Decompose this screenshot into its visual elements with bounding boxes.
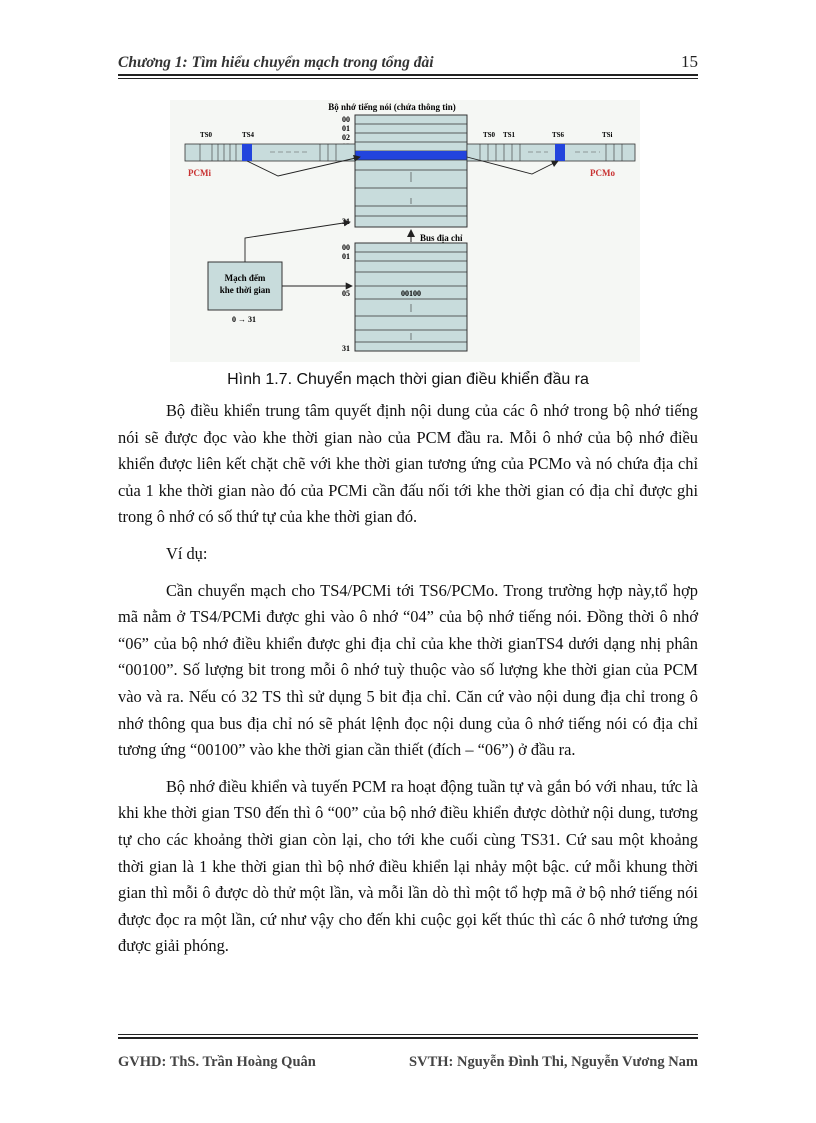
pcm-input-line [185, 144, 355, 161]
control-addr: 01 [342, 252, 350, 261]
input-slot-label: TS0 [200, 131, 213, 139]
input-slot-ts4-highlight [242, 144, 252, 161]
page-number: 15 [681, 52, 698, 71]
speech-addr: 02 [342, 133, 350, 142]
pcm-out-label: PCMo [590, 168, 615, 178]
footer-rule [118, 1037, 698, 1039]
diagram-svg [170, 100, 640, 362]
body-text [118, 398, 698, 970]
students-credit: SVTH: Nguyễn Đình Thi, Nguyễn Vương Nam [409, 1054, 698, 1070]
page-header [118, 50, 698, 74]
speech-addr: 00 [342, 115, 350, 124]
control-cell-value: 00100 [401, 289, 421, 298]
control-addr: 31 [342, 344, 350, 353]
speech-addr: 01 [342, 124, 350, 133]
control-addr: 00 [342, 243, 350, 252]
speech-cell-04-highlight [355, 151, 467, 160]
header-rule-thin [118, 78, 698, 79]
figure-time-switch-diagram [170, 100, 640, 362]
address-bus-label: Bus địa chỉ [420, 233, 463, 243]
control-addr: 05 [342, 289, 350, 298]
output-slot-label: TS6 [552, 131, 565, 139]
paragraph: Ví dụ: [166, 543, 208, 563]
pcm-in-label: PCMi [188, 168, 211, 178]
counter-label-line2: khe thời gian [219, 285, 271, 295]
header-rule [118, 74, 698, 76]
advisor-credit: GVHD: ThS. Trần Hoàng Quân [118, 1054, 316, 1070]
page-footer [118, 1054, 698, 1074]
output-slot-label: TS1 [503, 131, 516, 139]
chapter-title: Chương 1: Tìm hiểu chuyển mạch trong tổng đài [118, 54, 434, 71]
paragraph: Cần chuyển mạch cho TS4/PCMi tới TS6/PCMo. Trong trường hợp này,tổ hợp mã nằm ở TS4/PCMi được ghi vào ô nhớ “04” của bộ nhớ tiếng nói. Đồng thời ô nhớ “06” của bộ nhớ điều khiển được ghi địa chỉ của khe thời gianTS4 dưới dạng nhị phân “00100”. Số lượng bit trong mỗi ô nhớ tuỳ thuộc vào số lượng khe thời gian của PCM vào và ra. Nếu có 32 TS thì sử dụng 5 bit địa chỉ. Căn cứ vào nội dung địa chỉ trong ô nhớ thông qua bus địa chỉ nó sẽ phát lệnh đọc nội dung của ô nhớ tiếng nói có địa chỉ tương ứng “00100” vào khe thời gian cần thiết (đích – “06”) ở đầu ra. [118, 580, 698, 760]
speech-memory-title: Bộ nhớ tiếng nói (chứa thông tin) [328, 102, 456, 112]
speech-addr: 31 [342, 217, 350, 226]
speech-memory [355, 115, 467, 227]
counter-range: 0 → 31 [232, 315, 256, 324]
pcm-output-line [467, 144, 635, 161]
paragraph: Bộ nhớ điều khiển và tuyến PCM ra hoạt động tuần tự và gắn bó với nhau, tức là khi khe thời gian TS0 đến thì ô “00” của bộ nhớ điều khiển được dòthử nội dung, tương tự cho các khoảng thời gian còn lại, cho tới khe cuối cùng TS31. Cứ sau một khoảng thời gian là 1 khe thời gian thì bộ nhớ điều khiển lại nhảy một bậc. cứ mỗi khung thời gian thì mỗi ô được dò thử một lần, và mỗi lần dò thì một tổ hợp mã ở bộ nhớ tiếng nói được đọc ra một lần, cứ như vậy cho đến khi cuộc gọi kết thúc thì các ô nhớ tương ứng được giải phóng. [118, 776, 698, 956]
output-slot-label: TS0 [483, 131, 496, 139]
figure-caption: Hình 1.7. Chuyển mạch thời gian điều khiển đầu ra [227, 371, 589, 388]
paragraph: Bộ điều khiển trung tâm quyết định nội dung của các ô nhớ trong bộ nhớ tiếng nói sẽ được đọc vào khe thời gian nào của PCM đầu ra. Mỗi ô nhớ của bộ nhớ điều khiển được liên kết chặt chẽ với khe thời gian tương ứng của PCMo và nó chứa địa chỉ của 1 khe thời gian nào đó của PCMi cần đấu nối tới khe thời gian có địa chỉ được ghi trong ô nhớ có số thứ tự của khe thời gian đó. [118, 401, 698, 527]
footer-rule-thin [118, 1034, 698, 1035]
output-slot-ts6-highlight [555, 144, 565, 161]
input-slot-label: TS4 [242, 131, 255, 139]
output-slot-label: TSi [602, 131, 613, 139]
counter-label-line1: Mạch đếm [224, 273, 266, 283]
